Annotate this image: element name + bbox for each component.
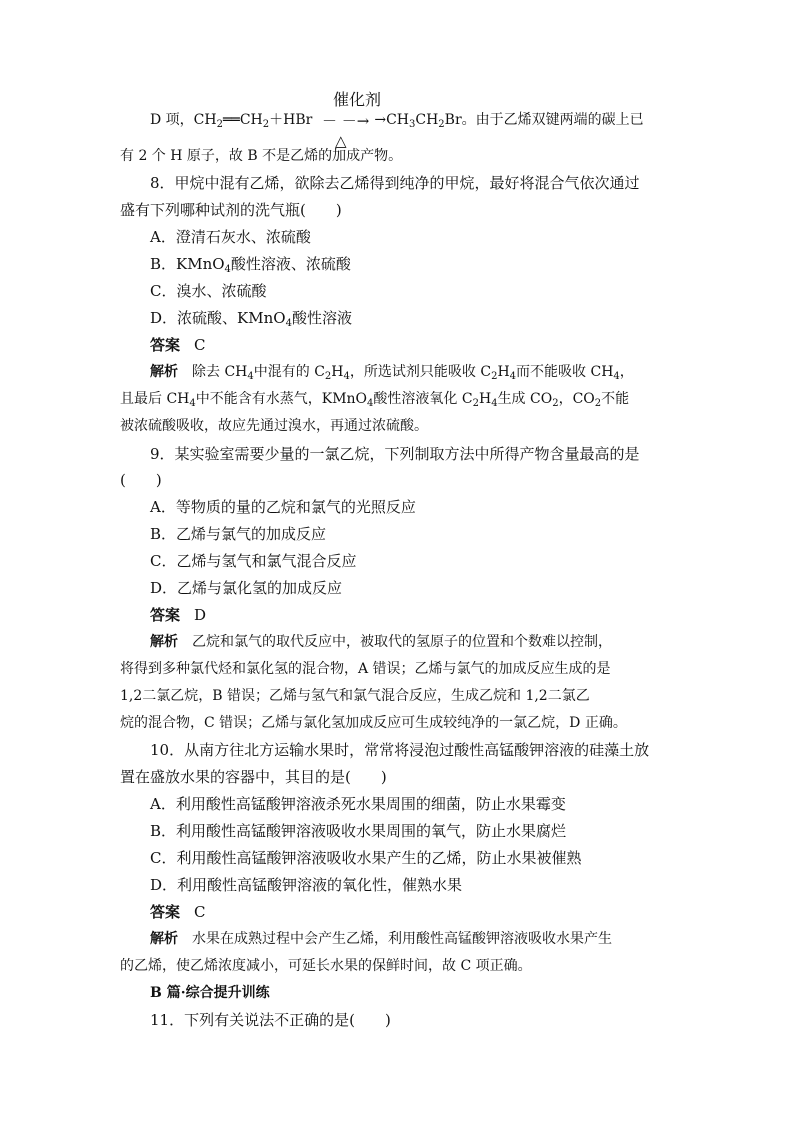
q8-option-a: A．澄清石灰水、浓硫酸 bbox=[150, 228, 311, 246]
reaction-arrow: － －→ bbox=[322, 112, 370, 130]
item-d-line2: 有 2 个 H 原子，故 B 不是乙烯的加成产物。 bbox=[120, 148, 403, 164]
q10-analysis-1: 解析 水果在成熟过程中会产生乙烯，利用酸性高锰酸钾溶液吸收水果产生 bbox=[150, 931, 612, 947]
q9-answer: 答案 D bbox=[150, 606, 207, 624]
q10-option-d: D．利用酸性高锰酸钾溶液的氧化性，催熟水果 bbox=[150, 876, 463, 894]
q9-stem-1: 9．某实验室需要少量的一氯乙烷，下列制取方法中所得产物含量最高的是 bbox=[150, 445, 640, 463]
q9-stem-2: ( ) bbox=[120, 471, 162, 489]
q9-analysis-3: 1,2二氯乙烷，B 错误；乙烯与氢气和氯气混合反应，生成乙烷和 1,2二氯乙 bbox=[120, 688, 590, 704]
q8-answer: 答案 C bbox=[150, 336, 206, 354]
section-b-heading: B 篇·综合提升训练 bbox=[150, 985, 270, 1001]
q10-stem-2: 置在盛放水果的容器中，其目的是( ) bbox=[120, 768, 387, 786]
q10-answer: 答案 C bbox=[150, 903, 206, 921]
q10-option-c: C．利用酸性高锰酸钾溶液吸收水果产生的乙烯，防止水果被催熟 bbox=[150, 849, 582, 867]
q9-option-a: A．等物质的量的乙烷和氯气的光照反应 bbox=[150, 498, 416, 516]
item-d-equation: D 项，$CH_2══CH_2+HBr \to CH_3CH_2Br$。由于乙烯双键两端的碳上已 bbox=[150, 112, 644, 130]
q10-option-b: B．利用酸性高锰酸钾溶液吸收水果周围的氧气，防止水果腐烂 bbox=[150, 822, 567, 840]
q8-option-c: C．溴水、浓硫酸 bbox=[150, 282, 267, 300]
q8-analysis-2: 且最后 $CH_4$中不能含有水蒸气，KMnO$_4$酸性溶液氧化 $C_2H_4$生成 $CO_2$，$CO_2$不能 bbox=[120, 391, 630, 409]
q8-stem-2: 盛有下列哪种试剂的洗气瓶( ) bbox=[120, 201, 342, 219]
q10-analysis-2: 的乙烯，使乙烯浓度减小，可延长水果的保鲜时间，故 C 项正确。 bbox=[120, 958, 532, 974]
q8-option-d: D．浓硫酸、KMnO$_4$酸性溶液 bbox=[150, 309, 352, 329]
q8-stem-1: 8．甲烷中混有乙烯，欲除去乙烯得到纯净的甲烷，最好将混合气依次通过 bbox=[150, 174, 640, 192]
q9-analysis-1: 解析 乙烷和氯气的取代反应中，被取代的氢原子的位置和个数难以控制， bbox=[150, 634, 612, 650]
q9-option-b: B．乙烯与氯气的加成反应 bbox=[150, 525, 327, 543]
q10-option-a: A．利用酸性高锰酸钾溶液杀死水果周围的细菌，防止水果霉变 bbox=[150, 795, 566, 813]
q11-stem-1: 11．下列有关说法不正确的是( ) bbox=[150, 1011, 391, 1029]
q8-analysis-3: 被浓硫酸吸收，故应先通过溴水，再通过浓硫酸。 bbox=[120, 418, 428, 434]
q10-stem-1: 10．从南方往北方运输水果时，常常将浸泡过酸性高锰酸钾溶液的硅藻土放 bbox=[150, 741, 650, 759]
q9-analysis-2: 将得到多种氯代烃和氯化氢的混合物，A 错误；乙烯与氯气的加成反应生成的是 bbox=[120, 661, 611, 677]
heat-symbol: △ bbox=[335, 132, 347, 150]
q9-analysis-4: 烷的混合物，C 错误；乙烯与氯化氢加成反应可生成较纯净的一氯乙烷，D 正确。 bbox=[120, 715, 627, 731]
q9-option-c: C．乙烯与氢气和氯气混合反应 bbox=[150, 552, 357, 570]
catalyst-label: 催化剂 bbox=[333, 90, 382, 109]
q8-analysis-1: 解析 除去 $CH_4$中混有的 $C_2H_4$，所选试剂只能吸收 $C_2H_4$而不能吸收 $CH_4$， bbox=[150, 364, 634, 382]
q8-option-b: B．KMnO$_4$酸性溶液、浓硫酸 bbox=[150, 255, 351, 275]
q9-option-d: D．乙烯与氯化氢的加成反应 bbox=[150, 579, 343, 597]
